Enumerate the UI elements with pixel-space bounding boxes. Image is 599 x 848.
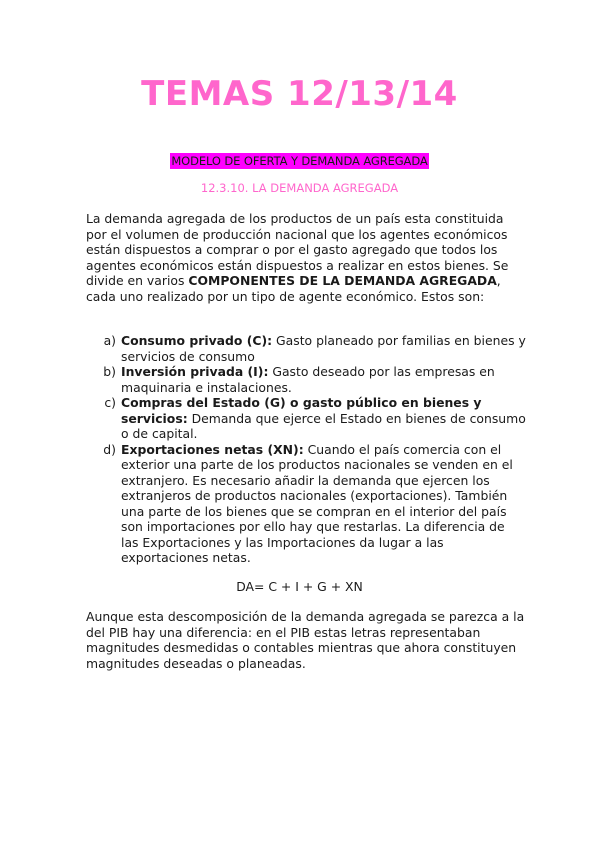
- intro-paragraph: [86, 211, 526, 304]
- list-item-text: [121, 395, 526, 442]
- intro-bold: COMPONENTES DE LA DEMANDA AGREGADA: [188, 273, 497, 288]
- component-desc: Demanda que ejerce el Estado en bienes de consumo o de capital.: [121, 410, 526, 441]
- list-marker: d): [103, 441, 116, 457]
- component-term: Inversión privada (I):: [121, 364, 269, 379]
- intro-text-after: , cada uno realizado por un tipo de agente económico. Estos son:: [86, 273, 501, 304]
- component-term: Compras del Estado (G) o gasto público en bienes y servicios:: [121, 395, 482, 426]
- component-term: Exportaciones netas (XN):: [121, 441, 304, 457]
- component-term: Consumo privado (C):: [121, 333, 273, 348]
- component-desc: Gasto deseado por las empresas en maquinaria e instalaciones.: [121, 364, 495, 395]
- component-desc: Cuando el país comercia con el exterior una parte de los productos nacionales se venden en el extranjero. Es necesario añadir la demanda que ejercen los extranjeros de productos nacionales (exportaciones). También una parte de los bienes que se compran en el interior del país son importaciones por ello hay que restarlas. La diferencia de las Exportaciones y las Importaciones da lugar a las exportaciones netas.: [121, 441, 513, 565]
- formula: DA= C + I + G + XN: [236, 579, 363, 594]
- intro-text-before: La demanda agregada de los productos de un país esta constituida por el volumen de producción nacional que los agentes económicos están dispuestos a comprar o por el gasto agregado que todos los agentes económicos están dispuestos a realizar en estos bienes. Se divide en varios: [86, 211, 509, 288]
- components-list: [86, 333, 526, 566]
- section-title-wrap: [0, 150, 599, 169]
- list-marker: a): [103, 333, 116, 348]
- list-item: [86, 395, 526, 442]
- list-item: [86, 364, 526, 395]
- list-item-text: [121, 333, 526, 364]
- list-item-text: [121, 364, 526, 395]
- list-marker: c): [104, 395, 116, 410]
- page-title: TEMAS 12/13/14: [141, 74, 458, 114]
- list-item: [86, 442, 526, 566]
- closing-paragraph: Aunque esta descomposición de la demanda agregada se parezca a la del PIB hay una diferencia: en el PIB estas letras representaban magnitudes desmedidas o contables mientras que ahora constituyen magnitudes deseadas o planeadas.: [86, 609, 525, 671]
- component-desc: Gasto planeado por familias en bienes y servicios de consumo: [121, 333, 526, 364]
- list-marker: b): [103, 364, 116, 379]
- list-item: [86, 333, 526, 364]
- subsection-title: 12.3.10. LA DEMANDA AGREGADA: [200, 181, 399, 195]
- list-item-text: [121, 442, 526, 566]
- section-title: MODELO DE OFERTA Y DEMANDA AGREGADA: [171, 154, 428, 168]
